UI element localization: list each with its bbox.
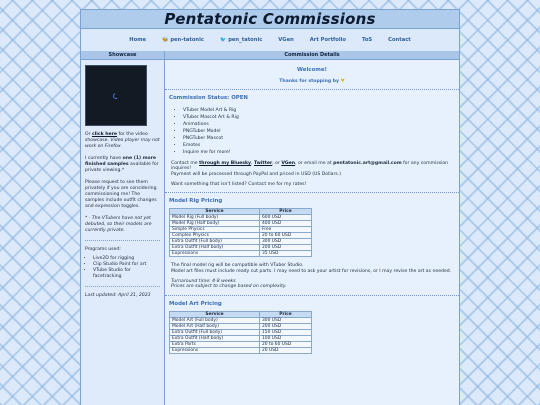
price-cell: 600 USD [260,215,312,221]
samples-count: one (1) more finished samples [85,156,157,167]
video-note [85,132,160,150]
samples-note [85,156,160,174]
service-cell: Complex Physics [170,233,260,239]
payment-note: Payment will be processed through PayPal and priced in USD (US Dollars.) [171,171,342,177]
list-item: • VTuber Model Art & Rig [183,107,455,114]
commission-details [165,51,459,405]
rig-note-compat: The final model rig will be compatible with VTuber Studio. [171,263,304,269]
contact-sep: , [251,161,254,166]
nav-contact[interactable] [388,37,411,43]
list-item: • Emotes [183,142,455,149]
details-header: Commission Details [165,51,459,60]
programs-label: Programs used: [85,247,121,252]
video-player[interactable] [85,65,147,126]
column-header: Service [170,209,260,215]
divider [85,286,160,287]
column-header: Price [260,311,312,317]
showcase-header: Showcase [81,51,164,60]
not-listed-note: Want something that isn't listed? Contact me for my rates! [171,182,307,188]
price-cell: Free [260,227,312,233]
last-updated: Last updated: April 21, 2023 [85,293,151,298]
price-cell: 20 to 60 USD [260,233,312,239]
vgen-link[interactable]: VGen [281,161,296,166]
samples-note-post: available for private viewing.* [85,162,159,173]
status-label: Commission Status: [169,95,232,101]
list-item: • PNGTuber Mascot [183,135,455,142]
service-cell: Model Rig (Full body) [170,215,260,221]
rig-pricing-title: Model Rig Pricing [169,198,223,205]
list-item: • PNGTuber Model [183,128,455,135]
nav-tos[interactable] [362,37,372,43]
column-header: Price [260,209,312,215]
rig-pricing-table [169,208,312,257]
service-cell: Model Rig (Half body) [170,221,260,227]
price-cell: 200 USD [260,245,312,251]
video-note-post: for the video showcase. [85,132,148,143]
twitter-link[interactable]: Twitter [253,161,273,166]
nav-twitter-label: pen_tatonic [228,37,263,43]
status-badge: OPEN [231,95,248,101]
thanks-text [169,79,455,84]
heart-icon: ♥ [340,79,345,84]
thanks-label: Thanks for stopping by [279,79,340,84]
turnaround-notes [171,279,455,290]
service-cell: Model Art (Full body) [170,317,260,323]
divider [165,192,459,193]
price-cell: 100 USD [260,335,312,341]
site-header [80,9,460,29]
commission-status [169,95,455,101]
price-cell: 20 to 60 USD [260,341,312,347]
price-cell: 300 USD [260,239,312,245]
firefox-warning: Video player may not work on Firefox. [85,138,160,149]
bluesky-link[interactable]: through my Bluesky [199,161,252,166]
programs-list [93,256,160,280]
nav-bluesky[interactable] [162,37,204,43]
page-container [80,9,460,405]
nav-art-portfolio[interactable] [310,37,346,43]
price-cell: 35 USD [260,251,312,257]
list-item: • VTube Studio for facetracking [93,268,160,280]
list-item: • VTuber Mascot Art & Rig [183,114,455,121]
divider [165,89,459,90]
nav-vgen[interactable] [278,37,293,43]
private-footnote: * - The VTubers have not yet debuted, so their models are currently private. [85,216,152,233]
nav-twitter[interactable] [220,37,262,43]
price-cell: 20 USD [260,347,312,353]
price-cell: 200 USD [260,323,312,329]
list-item: • Live2D for rigging [93,256,160,262]
column-header: Service [170,311,260,317]
loading-spinner-icon [112,92,120,100]
art-pricing-table [169,311,312,354]
contact-post: for any commission inquires! [171,161,449,172]
price-cell: 400 USD [260,221,312,227]
main-columns [80,51,460,405]
nav-vgen-label: VGen [278,37,294,43]
art-pricing-title: Model Art Pricing [169,300,222,307]
list-item: • Animations [183,121,455,128]
service-cell: Expressions [170,347,260,353]
service-cell: Extra Outfit (Half body) [170,335,260,341]
contact-email: pentatonic.art@gmail.com [333,161,402,166]
service-cell: Extra Outfit (Full body) [170,239,260,245]
rig-note-files: Model art files must include ready cut parts. I may need to ask your artist for revisions, or I may revise the art as needed. [171,268,452,274]
rig-notes [171,263,455,274]
price-cell: 150 USD [260,329,312,335]
page-title: Pentatonic Commissions [164,10,376,28]
nav-tos-label: ToS [362,37,373,43]
table-row [170,347,312,353]
turnaround-time: Turnaround time: 4-8 weeks [171,279,236,285]
service-cell: Expressions [170,251,260,257]
welcome-text: Welcome! [297,67,327,73]
nav-bluesky-label: pen-tatonic [170,37,204,43]
contact-sep: , or [272,161,282,166]
service-cell: Model Art (Half body) [170,323,260,329]
service-cell: Extra Outfit (Full body) [170,329,260,335]
prices-change-note: Prices are subject to change based on complexity. [171,284,287,290]
services-list [183,107,455,156]
price-cell: 300 USD [260,317,312,323]
list-item: • Inquire me for more! [183,149,455,156]
nav-bar [80,29,460,51]
nav-home-label: Home [129,37,147,43]
nav-art-portfolio-label: Art Portfolio [309,37,346,43]
service-cell: Extra Outfit (Half body) [170,245,260,251]
service-cell: Extra Parts [170,341,260,347]
video-showcase-link[interactable]: click here [91,132,117,137]
contact-sep: , or email me at [295,161,334,166]
contact-info [171,161,455,177]
service-cell: Simple Physics [170,227,260,233]
showcase-sidebar [81,51,165,405]
twitter-icon: 🐦 [219,37,227,43]
request-note: Please request to see them privately if you are considering commissioning me! The samples include outfit changes and expression toggles. [85,180,157,209]
divider [165,295,459,296]
samples-note-pre: I currently have [85,156,123,161]
contact-pre: Contact me [171,161,200,166]
video-note-pre: Or [85,132,92,137]
divider [85,240,160,241]
table-row [170,251,312,257]
bee-icon: 🐝 [162,37,169,43]
list-item: • Clip Studio Paint for art [93,262,160,268]
nav-contact-label: Contact [388,37,411,43]
nav-home[interactable] [129,37,146,43]
